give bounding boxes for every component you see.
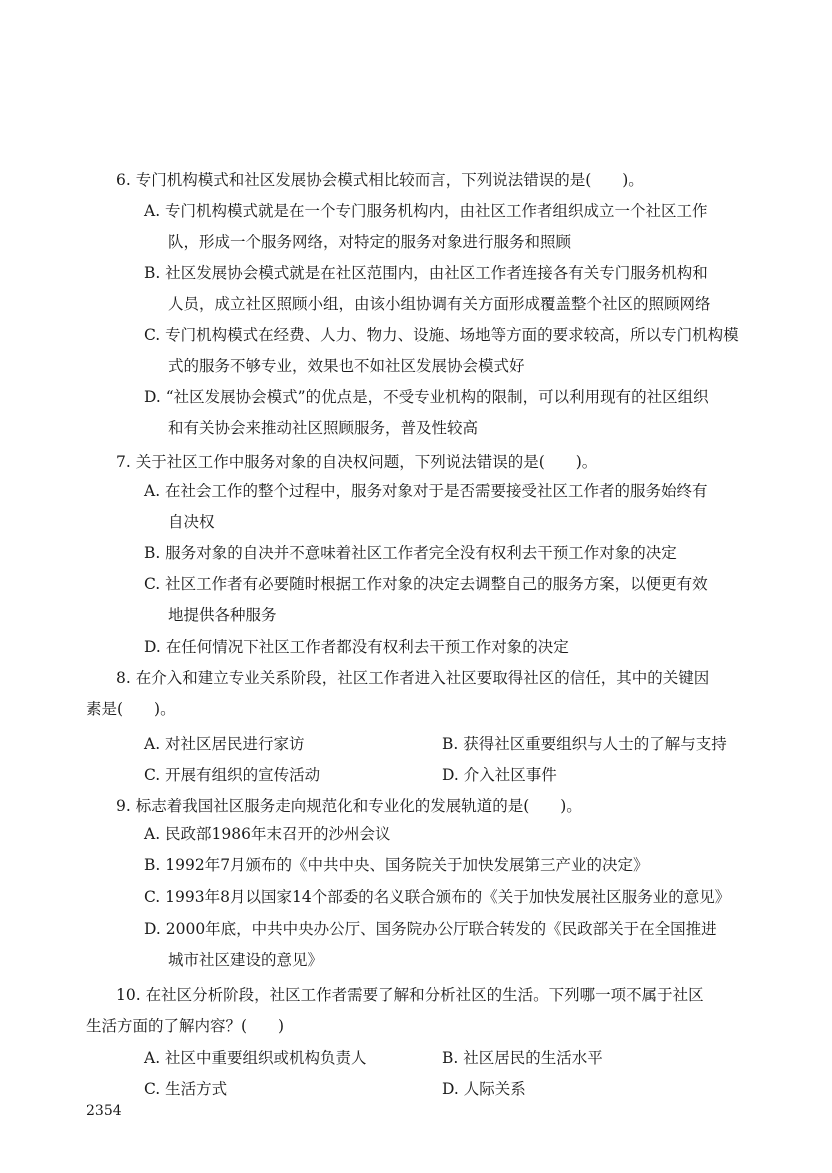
- option-line-1: D. 在任何情况下社区工作者都没有权利去干预工作对象的决定: [144, 638, 569, 656]
- option-line-1: D. “社区发展协会模式”的优点是，不受专业机构的限制，可以利用现有的社区组织: [144, 388, 709, 406]
- question-10-option-a: A. 社区中重要组织或机构负责人: [144, 1049, 367, 1067]
- question-9-stem: 9. 标志着我国社区服务走向规范化和专业化的发展轨道的是( )。: [116, 797, 582, 815]
- question-7-option-d: [144, 632, 756, 663]
- question-8-stem: [86, 663, 756, 725]
- question-8-option-c: C. 开展有组织的宣传活动: [144, 766, 321, 784]
- option-line-2: 地提供各种服务: [168, 606, 277, 624]
- option-line-1: C. 专门机构模式在经费、人力、物力、设施、场地等方面的要求较高，所以专门机构模: [144, 326, 739, 344]
- option-line-1: B. 1992年7月颁布的《中共中央、国务院关于加快发展第三产业的决定》: [144, 856, 649, 874]
- option-line-2: 自决权: [168, 513, 215, 531]
- question-10-option-d: D. 人际关系: [442, 1080, 526, 1098]
- option-line-1: A. 民政部1986年末召开的沙州会议: [144, 825, 391, 843]
- option-line-2: 城市社区建设的意见》: [168, 951, 324, 969]
- question-8-option-d: D. 介入社区事件: [442, 766, 557, 784]
- question-6-option-b: [144, 258, 756, 320]
- option-line-2: 式的服务不够专业，效果也不如社区发展协会模式好: [168, 357, 525, 375]
- option-line-1: C. 1993年8月以国家14个部委的名义联合颁布的《关于加快发展社区服务业的意见》: [144, 888, 731, 906]
- question-10-stem: [86, 980, 756, 1042]
- page-code: 2354: [86, 1103, 122, 1119]
- option-line-1: B. 服务对象的自决并不意味着社区工作者完全没有权利去干预工作对象的决定: [144, 544, 677, 562]
- stem-line-2: 生活方面的了解内容？( ): [86, 1017, 285, 1035]
- option-line-2: 人员，成立社区照顾小组，由该小组协调有关方面形成覆盖整个社区的照顾网络: [168, 295, 711, 313]
- option-line-1: A. 专门机构模式就是在一个专门服务机构内，由社区工作者组织成立一个社区工作: [144, 202, 708, 220]
- question-7-option-a: [144, 476, 756, 538]
- question-8-option-b: B. 获得社区重要组织与人士的了解与支持: [442, 735, 727, 753]
- question-9-option-b: [144, 850, 756, 881]
- stem-line-1: 8. 在介入和建立专业关系阶段，社区工作者进入社区要取得社区的信任，其中的关键因: [116, 669, 710, 687]
- question-8-option-a: A. 对社区居民进行家访: [144, 735, 305, 753]
- question-6-option-a: [144, 196, 756, 258]
- question-6-option-c: [144, 320, 756, 382]
- question-9-option-c: [144, 882, 756, 913]
- option-line-2: 和有关协会来推动社区照顾服务，普及性较高: [168, 419, 479, 437]
- option-line-2: 队，形成一个服务网络，对特定的服务对象进行服务和照顾: [168, 233, 572, 251]
- question-7-option-c: [144, 569, 756, 631]
- question-7-stem: 7. 关于社区工作中服务对象的自决权问题，下列说法错误的是( )。: [116, 453, 598, 471]
- stem-line-2: 素是( )。: [86, 700, 176, 718]
- question-6-option-d: [144, 382, 756, 444]
- option-line-1: C. 社区工作者有必要随时根据工作对象的决定去调整自己的服务方案，以便更有效: [144, 575, 708, 593]
- question-10-option-b: B. 社区居民的生活水平: [442, 1049, 603, 1067]
- option-line-1: B. 社区发展协会模式就是在社区范围内，由社区工作者连接各有关专门服务机构和: [144, 264, 708, 282]
- question-7-option-b: [144, 538, 756, 569]
- question-9-option-d: [144, 914, 756, 976]
- option-line-1: A. 在社会工作的整个过程中，服务对象对于是否需要接受社区工作者的服务始终有: [144, 482, 708, 500]
- stem-line-1: 10. 在社区分析阶段，社区工作者需要了解和分析社区的生活。下列哪一项不属于社区: [116, 986, 704, 1004]
- question-9-option-a: [144, 819, 756, 850]
- question-6-stem: 6. 专门机构模式和社区发展协会模式相比较而言，下列说法错误的是( )。: [116, 171, 644, 189]
- question-10-option-c: C. 生活方式: [144, 1080, 228, 1098]
- option-line-1: D. 2000年底，中共中央办公厅、国务院办公厅联合转发的《民政部关于在全国推进: [144, 920, 717, 938]
